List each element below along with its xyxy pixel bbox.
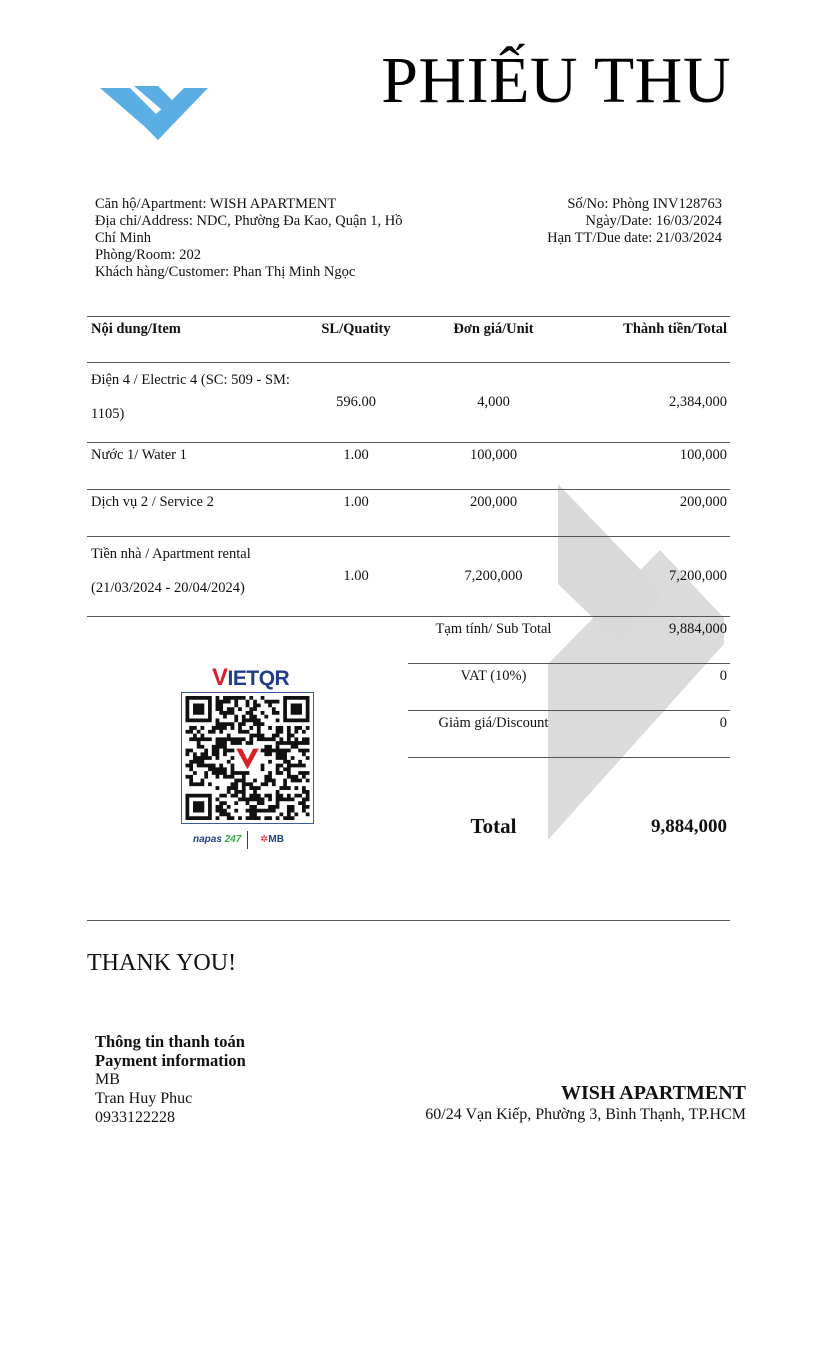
invoice-due-date: Hạn TT/Due date: 21/03/2024 bbox=[547, 230, 722, 246]
header-unit-price: Đơn giá/Unit bbox=[453, 321, 534, 337]
row-total: 200,000 bbox=[679, 494, 727, 510]
thank-you: THANK YOU! bbox=[87, 950, 237, 976]
row-qty: 1.00 bbox=[343, 447, 369, 463]
summary-section bbox=[408, 617, 730, 758]
qr-finder bbox=[186, 794, 212, 820]
vietqr-payment-qr bbox=[180, 662, 316, 852]
total-value: 9,884,000 bbox=[651, 816, 727, 837]
vat-value: 0 bbox=[719, 668, 727, 684]
mb-bank-logo: ✲MB bbox=[260, 834, 284, 845]
subtotal-label: Tạm tính/ Sub Total bbox=[435, 621, 552, 637]
payment-title-en: Payment information bbox=[95, 1051, 246, 1070]
row-total: 2,384,000 bbox=[669, 394, 727, 410]
company-address: 60/24 Vạn Kiếp, Phường 3, Bình Thạnh, TP.HCM bbox=[425, 1106, 746, 1123]
vat-label: VAT (10%) bbox=[460, 668, 527, 684]
vietqr-logo: VIETQR bbox=[212, 664, 290, 691]
logo-separator bbox=[247, 831, 248, 849]
header-item: Nội dung/Item bbox=[91, 321, 181, 337]
invoice-number: Số/No: Phòng INV128763 bbox=[567, 196, 722, 212]
row-unit-price: 4,000 bbox=[477, 394, 510, 410]
qr-center-logo bbox=[236, 749, 259, 770]
row-item: Tiền nhà / Apartment rental (21/03/2024 - 20/04/2024) bbox=[91, 546, 251, 596]
row-total: 7,200,000 bbox=[669, 568, 727, 584]
table-row bbox=[87, 490, 730, 537]
grand-total bbox=[408, 814, 730, 839]
row-item: Dịch vụ 2 / Service 2 bbox=[91, 494, 214, 510]
page-title: PHIẾU THU bbox=[381, 44, 731, 117]
row-qty: 1.00 bbox=[343, 494, 369, 510]
table-header bbox=[87, 316, 730, 363]
table-row bbox=[87, 363, 730, 443]
discount-row bbox=[408, 711, 730, 758]
payment-account-number: 0933122228 bbox=[95, 1109, 175, 1126]
discount-value: 0 bbox=[719, 715, 727, 731]
apartment-name: Căn hộ/Apartment: WISH APARTMENT bbox=[95, 196, 337, 212]
customer-name: Khách hàng/Customer: Phan Thị Minh Ngọc bbox=[95, 264, 356, 280]
qr-code bbox=[181, 692, 314, 824]
row-item: Điện 4 / Electric 4 (SC: 509 - SM: 1105) bbox=[91, 372, 290, 422]
subtotal-value: 9,884,000 bbox=[669, 621, 727, 637]
table-row bbox=[87, 443, 730, 490]
invoice-info bbox=[547, 196, 722, 247]
footer-divider bbox=[87, 920, 730, 921]
napas-logo: napas 247 bbox=[193, 834, 242, 845]
row-item: Nước 1/ Water 1 bbox=[91, 447, 187, 463]
discount-label: Giảm giá/Discount bbox=[438, 715, 549, 731]
apartment-address: Địa chỉ/Address: NDC, Phường Đa Kao, Quận 1, Hồ Chí Minh bbox=[95, 213, 403, 246]
wish-apartment-logo-icon bbox=[100, 84, 210, 144]
row-unit-price: 100,000 bbox=[469, 447, 518, 463]
company-info bbox=[425, 1081, 746, 1124]
apartment-info bbox=[95, 196, 415, 281]
invoice-table bbox=[87, 316, 730, 617]
row-qty: 596.00 bbox=[336, 394, 376, 410]
payment-account-name: Tran Huy Phuc bbox=[95, 1090, 193, 1107]
header-total: Thành tiền/Total bbox=[623, 321, 727, 337]
payment-bank: MB bbox=[95, 1071, 120, 1088]
qr-code-icon bbox=[185, 696, 310, 820]
vat-row bbox=[408, 664, 730, 711]
row-total: 100,000 bbox=[679, 447, 727, 463]
qr-finder bbox=[186, 696, 212, 722]
company-name: WISH APARTMENT bbox=[560, 1082, 746, 1104]
row-qty: 1.00 bbox=[343, 568, 369, 584]
table-row bbox=[87, 537, 730, 617]
qr-finder bbox=[283, 696, 309, 722]
subtotal-row bbox=[408, 617, 730, 664]
row-unit-price: 200,000 bbox=[469, 494, 518, 510]
row-unit-price: 7,200,000 bbox=[464, 568, 523, 584]
payment-info bbox=[95, 1032, 246, 1127]
room-number: Phòng/Room: 202 bbox=[95, 247, 201, 263]
invoice-date: Ngày/Date: 16/03/2024 bbox=[585, 213, 722, 229]
payment-title-vi: Thông tin thanh toán bbox=[95, 1032, 245, 1051]
total-label: Total bbox=[470, 814, 517, 838]
header-qty: SL/Quatity bbox=[321, 321, 391, 337]
